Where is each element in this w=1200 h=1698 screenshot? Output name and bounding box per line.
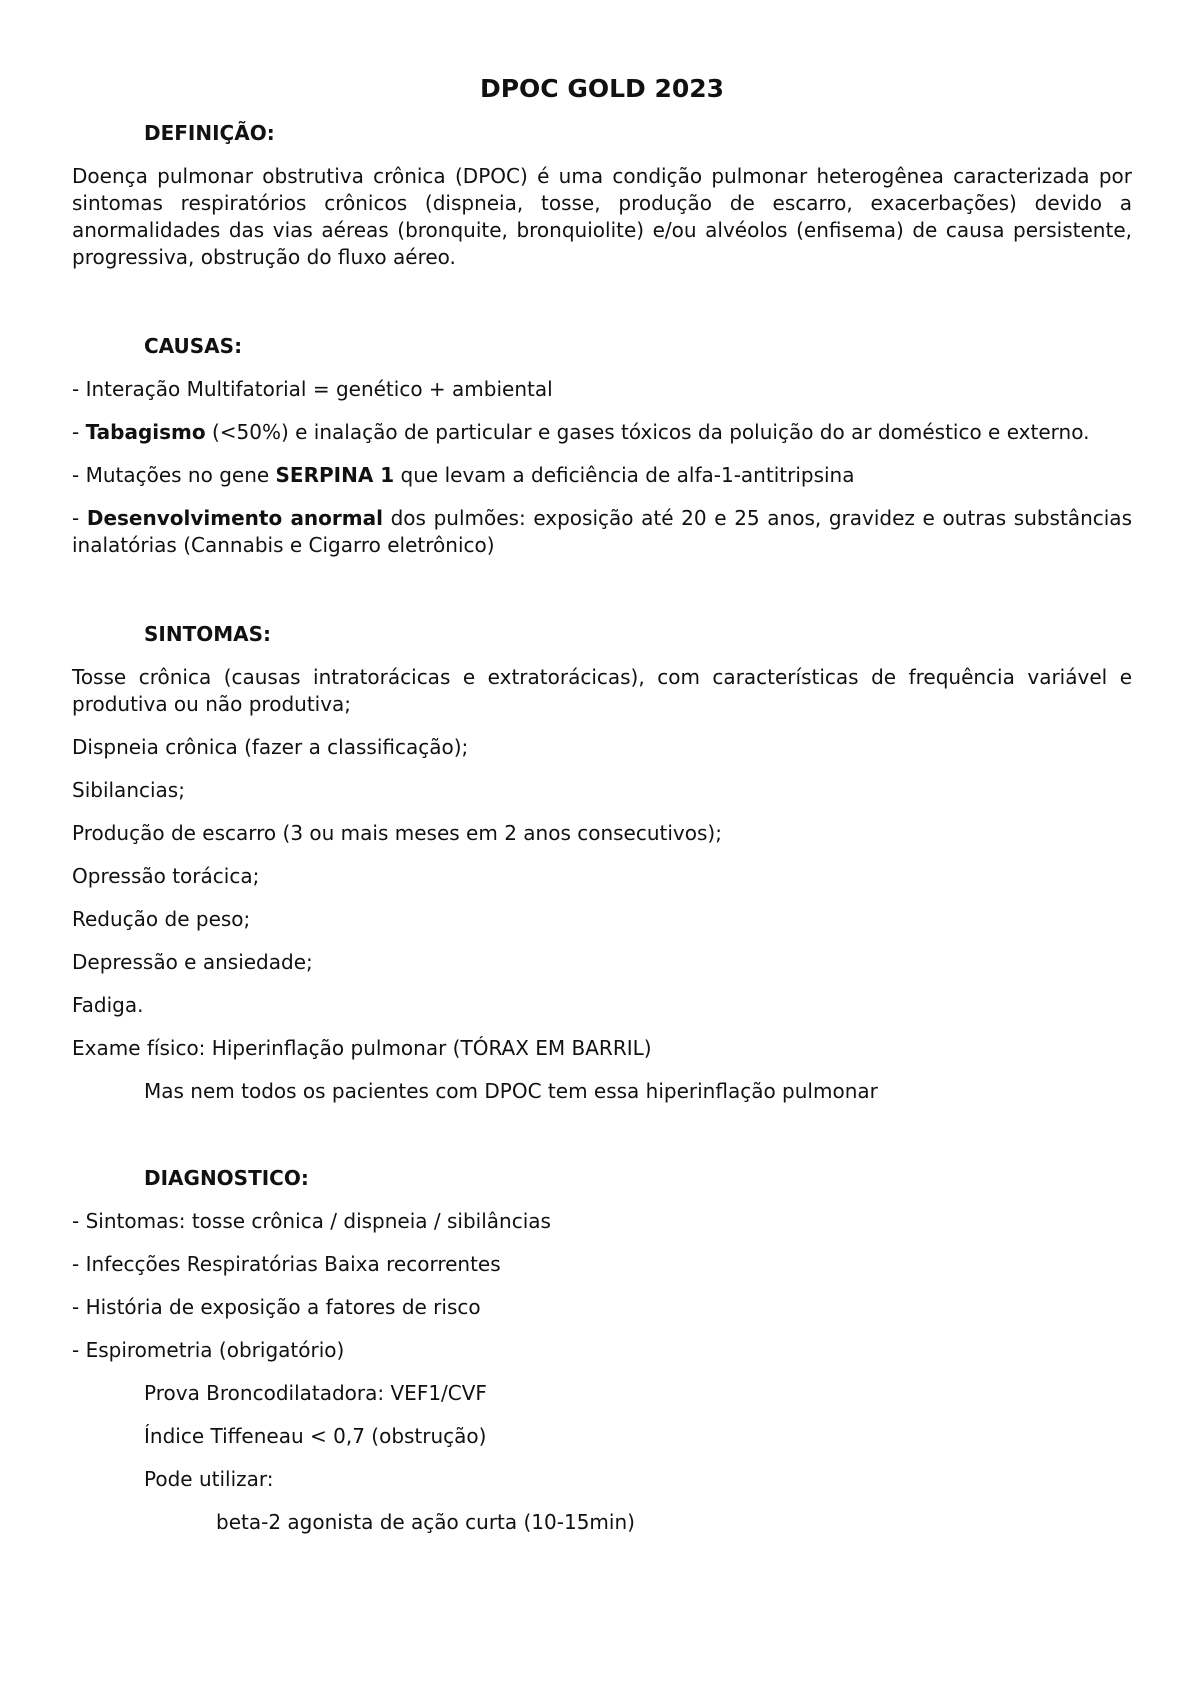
sintomas-item: Tosse crônica (causas intratorácicas e extratorácicas), com características de frequência variável e produtiva ou não produtiva;	[72, 665, 1132, 716]
sintomas-item: Produção de escarro (3 ou mais meses em 2 anos consecutivos);	[72, 821, 722, 845]
exame-fisico: Exame físico: Hiperinflação pulmonar (TÓRAX EM BARRIL)	[72, 1036, 652, 1060]
sintomas-item: Sibilancias;	[72, 778, 185, 802]
causas-item-prefix: -	[72, 420, 86, 444]
causas-item-prefix: -	[72, 506, 87, 530]
sintomas-item: Dispneia crônica (fazer a classificação);	[72, 735, 469, 759]
section-heading-definicao: DEFINIÇÃO:	[144, 121, 275, 145]
sintomas-item: Opressão torácica;	[72, 864, 260, 888]
causas-bold-serpina: SERPINA 1	[275, 463, 395, 487]
diagnostico-sub-pode: Pode utilizar:	[144, 1467, 274, 1491]
causas-item-rest: (<50%) e inalação de particular e gases tóxicos da poluição do ar doméstico e externo.	[205, 420, 1090, 444]
diagnostico-item: - Sintomas: tosse crônica / dispneia / sibilâncias	[72, 1209, 551, 1233]
causas-bold-tabagismo: Tabagismo	[85, 420, 206, 444]
sintomas-item: Redução de peso;	[72, 907, 251, 931]
sintomas-item: Fadiga.	[72, 993, 144, 1017]
causas-item-tabagismo	[72, 419, 1132, 446]
causas-item-prefix: - Mutações no gene	[72, 463, 276, 487]
exame-fisico-note: Mas nem todos os pacientes com DPOC tem essa hiperinflação pulmonar	[144, 1079, 878, 1103]
causas-bold-desenvolvimento: Desenvolvimento anormal	[86, 506, 383, 530]
causas-item-rest: que levam a deficiência de alfa-1-antitripsina	[394, 463, 855, 487]
diagnostico-item: - História de exposição a fatores de risco	[72, 1295, 481, 1319]
diagnostico-item: - Infecções Respiratórias Baixa recorrentes	[72, 1252, 501, 1276]
diagnostico-sub-prova: Prova Broncodilatadora: VEF1/CVF	[144, 1381, 487, 1405]
causas-item-desenvolvimento	[72, 505, 1132, 559]
document-title: DPOC GOLD 2023	[479, 74, 725, 103]
section-heading-diagnostico: DIAGNOSTICO:	[144, 1166, 309, 1190]
section-heading-causas: CAUSAS:	[144, 334, 243, 358]
causas-item-serpina	[72, 462, 1132, 489]
diagnostico-sub-tiffeneau: Índice Tiffeneau < 0,7 (obstrução)	[144, 1424, 487, 1448]
diagnostico-sub-beta2: beta-2 agonista de ação curta (10-15min)	[216, 1510, 635, 1534]
section-heading-sintomas: SINTOMAS:	[144, 622, 272, 646]
causas-item: - Interação Multifatorial = genético + ambiental	[72, 377, 553, 401]
diagnostico-item: - Espirometria (obrigatório)	[72, 1338, 345, 1362]
definicao-text: Doença pulmonar obstrutiva crônica (DPOC) é uma condição pulmonar heterogênea caracterizada por sintomas respiratórios crônicos (dispneia, tosse, produção de escarro, exacerbações) devido a anormalidades das vias aéreas (bronquite, bronquiolite) e/ou alvéolos (enfisema) de causa persistente, progressiva, obstrução do fluxo aéreo.	[72, 164, 1132, 269]
document-page	[72, 0, 1132, 1536]
causas-item-rest: dos pulmões: exposição até 20 e 25 anos, gravidez e outras substâncias inalatórias (Cannabis e Cigarro eletrônico)	[72, 506, 1132, 557]
sintomas-item: Depressão e ansiedade;	[72, 950, 313, 974]
